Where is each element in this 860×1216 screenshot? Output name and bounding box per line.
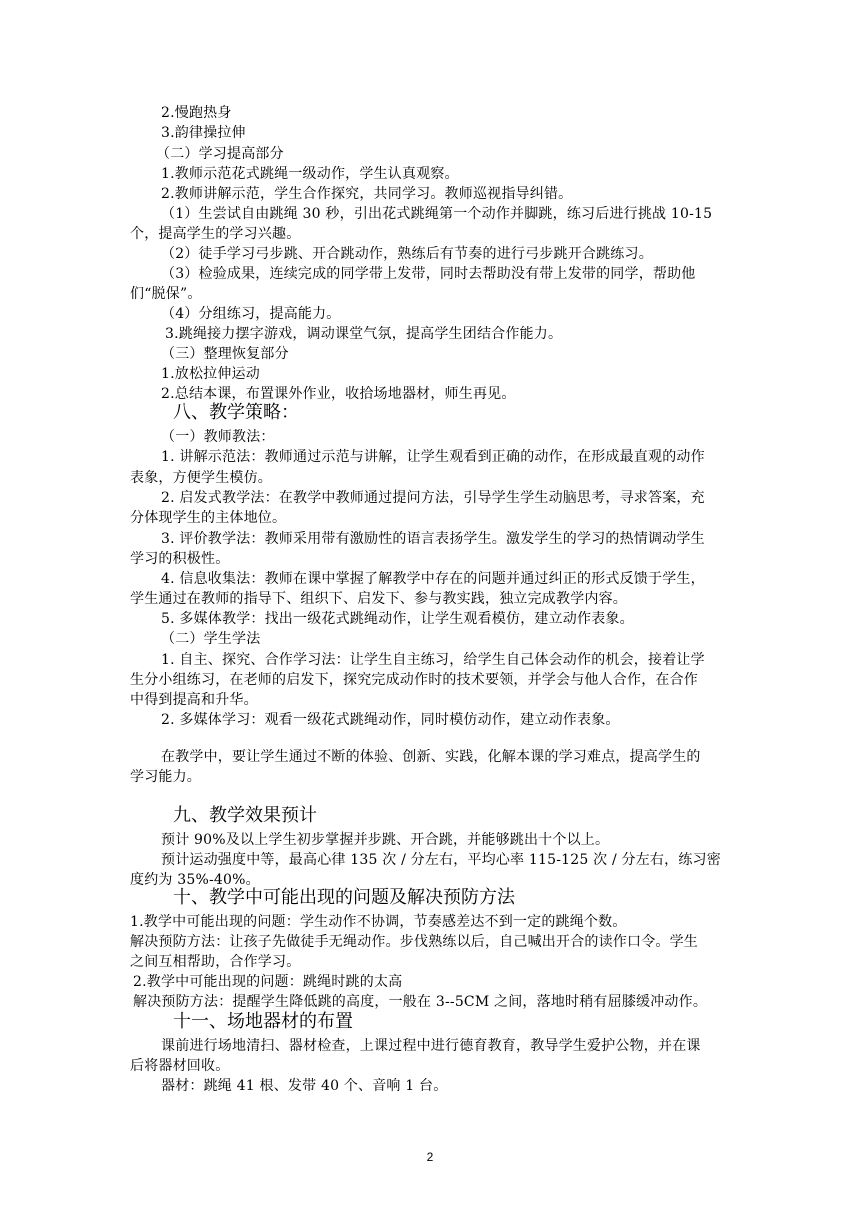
text-line: 1.放松拉伸运动 xyxy=(161,366,260,382)
text-line: 2. 多媒体学习：观看一级花式跳绳动作，同时模仿动作，建立动作表象。 xyxy=(161,712,620,728)
section-heading: 十一、场地器材的布置 xyxy=(173,1011,353,1032)
text-line: 2.慢跑热身 xyxy=(161,105,232,121)
text-line: 1.教学中可能出现的问题：学生动作不协调，节奏感差达不到一定的跳绳个数。 xyxy=(130,914,627,930)
text-line: （2）徒手学习弓步跳、开合跳动作，熟练后有节奏的进行弓步跳开合跳练习。 xyxy=(161,246,653,262)
text-line: 后将器材回收。 xyxy=(130,1058,230,1074)
text-line: 表象，方便学生模仿。 xyxy=(130,470,272,486)
text-line: 1. 自主、探究、合作学习法：让学生自主练习，给学生自己体会动作的机会，接着让学 xyxy=(161,652,705,668)
text-line: 器材：跳绳 41 根、发带 40 个、音响 1 台。 xyxy=(161,1078,448,1094)
text-line: 2.教学中可能出现的问题：跳绳时跳的太高 xyxy=(133,974,403,990)
text-line: 解决预防方法：提醒学生降低跳的高度，一般在 3--5CM 之间，落地时稍有屈膝缓冲动作。 xyxy=(133,994,708,1010)
text-line: 之间互相帮助，合作学习。 xyxy=(130,954,301,970)
text-line: 解决预防方法：让孩子先做徒手无绳动作。步伐熟练以后，自己喊出开合的读作口令。学生 xyxy=(130,934,698,950)
text-line: 中得到提高和升华。 xyxy=(130,692,258,708)
text-line: （4）分组练习，提高能力。 xyxy=(161,306,341,322)
text-line: 2.总结本课，布置课外作业，收拾场地器材，师生再见。 xyxy=(161,386,516,402)
text-line: 在教学中，要让学生通过不断的体验、创新、实践，化解本课的学习难点，提高学生的 xyxy=(161,749,701,765)
text-line: （一）教师教法： xyxy=(161,429,275,445)
text-line: 们“脱保”。 xyxy=(130,286,202,302)
text-line: 课前进行场地清扫、器材检查，上课过程中进行德育教育，教导学生爱护公物，并在课 xyxy=(161,1038,701,1054)
text-line: 生分小组练习，在老师的启发下，探究完成动作时的技术要领，并学会与他人合作，在合作 xyxy=(130,672,698,688)
text-line: （三）整理恢复部分 xyxy=(161,346,289,362)
text-line: 3. 评价教学法：教师采用带有激励性的语言表扬学生。激发学生的学习的热情调动学生 xyxy=(161,531,705,547)
text-line: （1）生尝试自由跳绳 30 秒，引出花式跳绳第一个动作并脚跳，练习后进行挑战 10-15 xyxy=(161,206,713,222)
text-line: 1.教师示范花式跳绳一级动作，学生认真观察。 xyxy=(161,166,459,182)
text-line: 学生通过在教师的指导下、组织下、启发下、参与教实践，独立完成教学内容。 xyxy=(130,591,627,607)
text-line: 5. 多媒体教学：找出一级花式跳绳动作，让学生观看模仿，建立动作表象。 xyxy=(161,611,634,627)
text-line: 学习能力。 xyxy=(130,769,201,785)
text-line: 预计 90%及以上学生初步掌握并步跳、开合跳，并能够跳出十个以上。 xyxy=(161,832,610,848)
section-heading: 十、教学中可能出现的问题及解决预防方法 xyxy=(173,887,515,908)
text-line: 4. 信息收集法：教师在课中掌握了解教学中存在的问题并通过纠正的形式反馈于学生， xyxy=(161,571,705,587)
text-line: （二）学生学法 xyxy=(161,631,261,647)
text-line: 1. 讲解示范法：教师通过示范与讲解，让学生观看到正确的动作，在形成最直观的动作 xyxy=(161,449,705,465)
text-line: 3.韵律操拉伸 xyxy=(161,125,246,141)
page-number: 2 xyxy=(426,1150,434,1164)
section-heading: 八、教学策略： xyxy=(173,402,299,423)
text-line: 学习的积极性。 xyxy=(130,551,230,567)
text-line: 3.跳绳接力摆字游戏，调动课堂气氛，提高学生团结合作能力。 xyxy=(165,326,563,342)
text-line: 2. 启发式教学法：在教学中教师通过提问方法，引导学生学生动脑思考，寻求答案，充 xyxy=(161,490,705,506)
text-line: 度约为 35%-40%。 xyxy=(130,872,260,888)
text-line: 分体现学生的主体地位。 xyxy=(130,510,287,526)
section-heading: 九、教学效果预计 xyxy=(173,805,317,826)
text-line: （二）学习提高部分 xyxy=(156,146,284,162)
text-line: （3）检验成果，连续完成的同学带上发带，同时去帮助没有带上发带的同学，帮助他 xyxy=(161,266,696,282)
text-line: 2.教师讲解示范，学生合作探究，共同学习。教师巡视指导纠错。 xyxy=(161,186,573,202)
text-line: 个，提高学生的学习兴趣。 xyxy=(130,226,301,242)
text-line: 预计运动强度中等，最高心律 135 次 / 分左右，平均心率 115-125 次 / 分左右，练习密 xyxy=(161,852,721,868)
